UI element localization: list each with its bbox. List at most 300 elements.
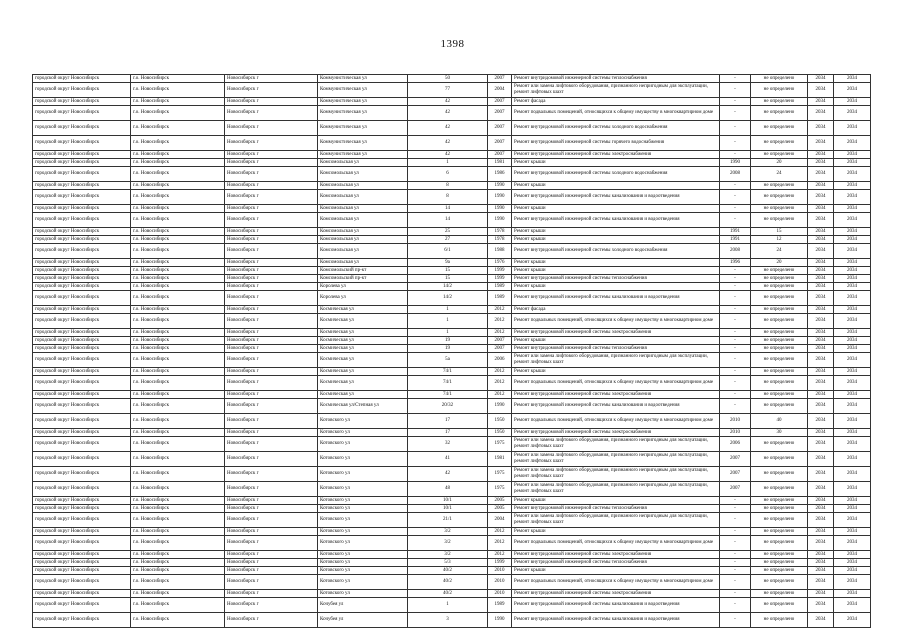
table-cell: г.о. Новосибирск: [131, 228, 225, 236]
table-cell: 2034: [808, 98, 834, 106]
table-cell: Котовского ул: [318, 528, 408, 536]
table-cell: Ремонт внутридомовой инженерной системы теплоснабжения: [512, 275, 720, 283]
table-cell: городской округ Новосибирск: [33, 314, 131, 329]
table-cell: городской округ Новосибирск: [33, 437, 131, 452]
table-cell: 6: [408, 167, 488, 182]
table-cell: 2034: [834, 590, 871, 598]
table-cell: 2034: [808, 159, 834, 167]
table-cell: г.о. Новосибирск: [131, 437, 225, 452]
table-cell: 40: [751, 414, 808, 429]
table-cell: 2034: [834, 291, 871, 306]
table-cell: 2007: [488, 345, 512, 353]
table-cell: Ремонт крыши: [512, 205, 720, 213]
table-cell: 2034: [808, 376, 834, 391]
table-cell: г.о. Новосибирск: [131, 376, 225, 391]
table-cell: Ремонт внутридомовой инженерной системы электроснабжения: [512, 151, 720, 159]
table-cell: 2034: [834, 567, 871, 575]
table-cell: Королева ул: [318, 291, 408, 306]
table-row: [33, 306, 871, 314]
table-cell: 2012: [488, 314, 512, 329]
table-row: [33, 337, 871, 345]
table-row: [33, 213, 871, 228]
table-cell: 2010: [720, 414, 751, 429]
table-row: [33, 559, 871, 567]
table-cell: 2034: [834, 236, 871, 244]
table-cell: не определено: [751, 106, 808, 121]
table-cell: 2034: [808, 259, 834, 267]
table-cell: г.о. Новосибирск: [131, 329, 225, 337]
table-cell: 2034: [808, 414, 834, 429]
table-cell: Космическая ул: [318, 306, 408, 314]
table-cell: Новосибирск г: [225, 536, 318, 551]
table-cell: Ремонт внутридомовой инженерной системы теплоснабжения: [512, 75, 720, 83]
table-cell: Новосибирск г: [225, 190, 318, 205]
table-cell: -: [720, 83, 751, 98]
table-cell: 17: [408, 414, 488, 429]
table-cell: 2005: [488, 497, 512, 505]
table-cell: 42: [408, 467, 488, 482]
table-cell: г.о. Новосибирск: [131, 467, 225, 482]
table-cell: не определено: [751, 136, 808, 151]
table-cell: 2007: [720, 482, 751, 497]
table-cell: 2012: [488, 528, 512, 536]
table-cell: Новосибирск г: [225, 353, 318, 368]
table-cell: г.о. Новосибирск: [131, 345, 225, 353]
table-cell: 15: [751, 228, 808, 236]
table-cell: не определено: [751, 567, 808, 575]
table-cell: -: [720, 399, 751, 414]
table-cell: 2034: [808, 236, 834, 244]
table-cell: Новосибирск г: [225, 414, 318, 429]
table-cell: -: [720, 267, 751, 275]
table-cell: Ремонт крыши: [512, 528, 720, 536]
table-cell: Ремонт внутридомовой инженерной системы теплоснабжения: [512, 345, 720, 353]
table-cell: г.о. Новосибирск: [131, 259, 225, 267]
table-cell: Котовского ул: [318, 467, 408, 482]
table-cell: -: [720, 283, 751, 291]
table-cell: Коммунистическая ул: [318, 136, 408, 151]
table-cell: 74/1: [408, 368, 488, 376]
table-cell: Котовского ул: [318, 551, 408, 559]
table-cell: 2034: [808, 590, 834, 598]
table-cell: городской округ Новосибирск: [33, 567, 131, 575]
table-cell: г.о. Новосибирск: [131, 482, 225, 497]
table-cell: г.о. Новосибирск: [131, 399, 225, 414]
table-row: [33, 182, 871, 190]
table-cell: не определено: [751, 353, 808, 368]
table-cell: Новосибирск г: [225, 136, 318, 151]
table-cell: г.о. Новосибирск: [131, 182, 225, 190]
table-cell: г.о. Новосибирск: [131, 121, 225, 136]
table-cell: 12: [751, 236, 808, 244]
table-cell: Новосибирск г: [225, 159, 318, 167]
table-cell: Комсомольская ул: [318, 167, 408, 182]
table-cell: 1991: [720, 236, 751, 244]
table-cell: Новосибирск г: [225, 275, 318, 283]
table-row: [33, 528, 871, 536]
table-cell: г.о. Новосибирск: [131, 244, 225, 259]
table-cell: 2034: [834, 598, 871, 613]
table-row: [33, 159, 871, 167]
table-cell: г.о. Новосибирск: [131, 353, 225, 368]
table-cell: городской округ Новосибирск: [33, 505, 131, 513]
table-cell: Новосибирск г: [225, 467, 318, 482]
table-cell: 2012: [488, 536, 512, 551]
table-cell: Кочубея ул: [318, 598, 408, 613]
table-cell: не определено: [751, 121, 808, 136]
table-cell: г.о. Новосибирск: [131, 452, 225, 467]
table-cell: не определено: [751, 345, 808, 353]
table-cell: 2007: [488, 337, 512, 345]
table-cell: г.о. Новосибирск: [131, 559, 225, 567]
table-cell: 2034: [834, 75, 871, 83]
table-row: [33, 497, 871, 505]
table-cell: г.о. Новосибирск: [131, 106, 225, 121]
table-cell: Новосибирск г: [225, 437, 318, 452]
table-cell: Ремонт внутридомовой инженерной системы канализования и водоотведения: [512, 190, 720, 205]
table-row: [33, 467, 871, 482]
table-cell: 2034: [808, 467, 834, 482]
table-cell: городской округ Новосибирск: [33, 575, 131, 590]
table-cell: не определено: [751, 536, 808, 551]
table-cell: городской округ Новосибирск: [33, 329, 131, 337]
table-cell: г.о. Новосибирск: [131, 306, 225, 314]
table-cell: -: [720, 205, 751, 213]
table-cell: г.о. Новосибирск: [131, 314, 225, 329]
table-cell: 1999: [488, 559, 512, 567]
table-cell: городской округ Новосибирск: [33, 121, 131, 136]
table-cell: 2034: [834, 259, 871, 267]
table-cell: 2007: [488, 121, 512, 136]
table-cell: Новосибирск г: [225, 98, 318, 106]
table-cell: 2034: [834, 528, 871, 536]
table-cell: 1981: [488, 452, 512, 467]
table-cell: городской округ Новосибирск: [33, 283, 131, 291]
table-cell: городской округ Новосибирск: [33, 482, 131, 497]
table-cell: городской округ Новосибирск: [33, 75, 131, 83]
table-row: [33, 590, 871, 598]
table-cell: не определено: [751, 75, 808, 83]
table-row: [33, 437, 871, 452]
table-cell: Новосибирск г: [225, 244, 318, 259]
table-cell: Котовского ул: [318, 513, 408, 528]
table-cell: 2034: [808, 244, 834, 259]
table-cell: городской округ Новосибирск: [33, 228, 131, 236]
table-cell: 2004: [488, 83, 512, 98]
table-cell: 2034: [834, 98, 871, 106]
table-row: [33, 291, 871, 306]
table-cell: 1: [408, 598, 488, 613]
table-cell: 2034: [834, 513, 871, 528]
table-cell: Новосибирск г: [225, 399, 318, 414]
table-cell: -: [720, 590, 751, 598]
table-cell: 40/2: [408, 590, 488, 598]
table-cell: -: [720, 213, 751, 228]
table-cell: 2034: [808, 329, 834, 337]
table-row: [33, 482, 871, 497]
table-cell: 2034: [808, 190, 834, 205]
table-cell: -: [720, 291, 751, 306]
table-cell: Коммунистическая ул: [318, 75, 408, 83]
table-row: [33, 259, 871, 267]
table-cell: -: [720, 306, 751, 314]
table-cell: городской округ Новосибирск: [33, 414, 131, 429]
table-cell: 2034: [834, 167, 871, 182]
table-cell: Новосибирск г: [225, 83, 318, 98]
table-cell: 2034: [834, 151, 871, 159]
table-cell: 5а: [408, 353, 488, 368]
table-row: [33, 267, 871, 275]
table-cell: 42: [408, 136, 488, 151]
table-cell: Ремонт или замена лифтового оборудования, признанного непригодным для эксплуатации, ремонт лифтовых шахт: [512, 437, 720, 452]
table-cell: 74/1: [408, 376, 488, 391]
table-cell: Котовского ул: [318, 452, 408, 467]
table-cell: Комсомольская ул: [318, 244, 408, 259]
table-row: [33, 244, 871, 259]
table-cell: не определено: [751, 505, 808, 513]
table-cell: г.о. Новосибирск: [131, 590, 225, 598]
table-cell: Ремонт крыши: [512, 497, 720, 505]
table-cell: Космическая ул: [318, 314, 408, 329]
table-cell: Новосибирск г: [225, 291, 318, 306]
table-cell: 42: [408, 151, 488, 159]
table-cell: Новосибирск г: [225, 452, 318, 467]
table-cell: -: [720, 567, 751, 575]
table-cell: 15: [408, 267, 488, 275]
table-cell: городской округ Новосибирск: [33, 536, 131, 551]
table-cell: Кочубея ул: [318, 613, 408, 628]
table-cell: 2034: [808, 505, 834, 513]
table-cell: городской округ Новосибирск: [33, 267, 131, 275]
table-cell: городской округ Новосибирск: [33, 275, 131, 283]
table-cell: Новосибирск г: [225, 228, 318, 236]
table-row: [33, 205, 871, 213]
table-row: [33, 106, 871, 121]
table-cell: Ремонт подвальных помещений, относящихся к общему имуществу в многоквартирном доме: [512, 376, 720, 391]
table-cell: Ремонт внутридомовой инженерной системы канализования и водоотведения: [512, 291, 720, 306]
table-cell: Новосибирск г: [225, 567, 318, 575]
table-cell: -: [720, 98, 751, 106]
table-cell: не определено: [751, 575, 808, 590]
table-cell: 2034: [808, 429, 834, 437]
table-cell: не определено: [751, 368, 808, 376]
table-cell: не определено: [751, 399, 808, 414]
table-cell: Новосибирск г: [225, 259, 318, 267]
table-cell: Котовского ул: [318, 536, 408, 551]
table-cell: 2034: [834, 306, 871, 314]
table-cell: Космическая ул: [318, 353, 408, 368]
table-cell: 74/1: [408, 391, 488, 399]
table-cell: городской округ Новосибирск: [33, 399, 131, 414]
table-cell: 2034: [808, 391, 834, 399]
table-cell: -: [720, 505, 751, 513]
table-cell: 2007: [488, 75, 512, 83]
table-cell: 2012: [488, 551, 512, 559]
table-cell: Новосибирск г: [225, 505, 318, 513]
table-cell: 1975: [488, 467, 512, 482]
table-cell: Новосибирск г: [225, 306, 318, 314]
table-cell: 48: [408, 482, 488, 497]
table-cell: не определено: [751, 376, 808, 391]
table-cell: г.о. Новосибирск: [131, 513, 225, 528]
table-cell: не определено: [751, 291, 808, 306]
table-cell: Коммунистическая ул: [318, 106, 408, 121]
table-cell: Ремонт внутридомовой инженерной системы теплоснабжения: [512, 559, 720, 567]
table-row: [33, 83, 871, 98]
table-cell: Новосибирск г: [225, 345, 318, 353]
table-cell: 2034: [834, 136, 871, 151]
table-cell: не определено: [751, 551, 808, 559]
table-cell: г.о. Новосибирск: [131, 167, 225, 182]
table-cell: Ремонт или замена лифтового оборудования, признанного непригодным для эксплуатации, ремонт лифтовых шахт: [512, 482, 720, 497]
table-cell: Ремонт внутридомовой инженерной системы теплоснабжения: [512, 505, 720, 513]
table-cell: не определено: [751, 482, 808, 497]
table-cell: Королева ул: [318, 283, 408, 291]
table-cell: 2034: [808, 136, 834, 151]
table-cell: 2034: [808, 306, 834, 314]
table-cell: г.о. Новосибирск: [131, 551, 225, 559]
table-cell: Новосибирск г: [225, 337, 318, 345]
table-cell: 9а: [408, 259, 488, 267]
table-cell: г.о. Новосибирск: [131, 236, 225, 244]
table-cell: Космическая ул: [318, 329, 408, 337]
table-cell: 2034: [808, 151, 834, 159]
table-cell: городской округ Новосибирск: [33, 353, 131, 368]
table-cell: 6/1: [408, 244, 488, 259]
table-cell: городской округ Новосибирск: [33, 513, 131, 528]
table-cell: 2034: [808, 106, 834, 121]
table-cell: не определено: [751, 598, 808, 613]
table-cell: г.о. Новосибирск: [131, 429, 225, 437]
table-cell: 2034: [834, 205, 871, 213]
table-cell: г.о. Новосибирск: [131, 291, 225, 306]
table-cell: Ремонт внутридомовой инженерной системы электроснабжения: [512, 391, 720, 399]
table-cell: -: [720, 528, 751, 536]
table-cell: Ремонт крыши: [512, 567, 720, 575]
table-cell: -: [720, 75, 751, 83]
table-row: [33, 190, 871, 205]
table-cell: 2034: [834, 353, 871, 368]
table-cell: не определено: [751, 267, 808, 275]
table-cell: Ремонт подвальных помещений, относящихся к общему имуществу в многоквартирном доме: [512, 536, 720, 551]
table-cell: 8: [408, 190, 488, 205]
table-cell: городской округ Новосибирск: [33, 551, 131, 559]
table-cell: не определено: [751, 513, 808, 528]
table-cell: 2034: [808, 75, 834, 83]
table-cell: 2034: [834, 559, 871, 567]
table-cell: Ремонт крыши: [512, 368, 720, 376]
table-cell: городской округ Новосибирск: [33, 429, 131, 437]
table-cell: 41: [408, 452, 488, 467]
table-cell: 2034: [808, 559, 834, 567]
table-cell: 2007: [720, 452, 751, 467]
table-cell: не определено: [751, 151, 808, 159]
table-cell: Новосибирск г: [225, 213, 318, 228]
table-row: [33, 121, 871, 136]
table-cell: 2034: [834, 399, 871, 414]
table-cell: не определено: [751, 275, 808, 283]
table-cell: городской округ Новосибирск: [33, 467, 131, 482]
table-cell: 1950: [488, 414, 512, 429]
table-cell: 3/2: [408, 536, 488, 551]
table-cell: городской округ Новосибирск: [33, 291, 131, 306]
table-cell: -: [720, 121, 751, 136]
table-cell: Котовского ул: [318, 575, 408, 590]
table-row: [33, 345, 871, 353]
table-cell: 2034: [808, 551, 834, 559]
table-cell: Коммунистическая ул: [318, 98, 408, 106]
table-cell: 24: [751, 167, 808, 182]
table-cell: городской округ Новосибирск: [33, 98, 131, 106]
table-cell: 2034: [834, 437, 871, 452]
table-row: [33, 136, 871, 151]
table-cell: 2007: [488, 151, 512, 159]
table-cell: Ремонт внутридомовой инженерной системы горячего водоснабжения: [512, 136, 720, 151]
table-cell: 2034: [834, 452, 871, 467]
table-cell: 2034: [808, 345, 834, 353]
table-row: [33, 236, 871, 244]
table-cell: городской округ Новосибирск: [33, 613, 131, 628]
table-cell: 1989: [488, 283, 512, 291]
table-cell: Ремонт или замена лифтового оборудования, признанного непригодным для эксплуатации, ремонт лифтовых шахт: [512, 353, 720, 368]
table-cell: Ремонт фасада: [512, 306, 720, 314]
table-cell: Комсомольская ул: [318, 182, 408, 190]
table-cell: Новосибирск г: [225, 368, 318, 376]
table-cell: 2034: [834, 213, 871, 228]
table-cell: городской округ Новосибирск: [33, 528, 131, 536]
table-cell: Ремонт или замена лифтового оборудования, признанного непригодным для эксплуатации, ремонт лифтовых шахт: [512, 513, 720, 528]
table-cell: 2006: [488, 353, 512, 368]
table-cell: Котовского ул: [318, 590, 408, 598]
table-cell: Новосибирск г: [225, 205, 318, 213]
table-cell: городской округ Новосибирск: [33, 213, 131, 228]
table-row: [33, 452, 871, 467]
table-cell: 2010: [488, 567, 512, 575]
table-row: [33, 513, 871, 528]
table-cell: 2034: [834, 275, 871, 283]
table-row: [33, 567, 871, 575]
table-cell: 1990: [488, 190, 512, 205]
table-cell: не определено: [751, 205, 808, 213]
table-row: [33, 275, 871, 283]
table-cell: 2007: [488, 136, 512, 151]
table-cell: не определено: [751, 306, 808, 314]
table-cell: 2034: [834, 482, 871, 497]
table-cell: 15: [408, 275, 488, 283]
table-cell: Ремонт крыши: [512, 236, 720, 244]
table-cell: Новосибирск г: [225, 167, 318, 182]
table-cell: 2007: [720, 467, 751, 482]
table-row: [33, 329, 871, 337]
table-row: [33, 613, 871, 628]
table-cell: 19: [408, 345, 488, 353]
table-cell: 3/2: [408, 528, 488, 536]
table-cell: Новосибирск г: [225, 236, 318, 244]
table-cell: г.о. Новосибирск: [131, 83, 225, 98]
table-cell: 2034: [808, 83, 834, 98]
table-row: [33, 429, 871, 437]
table-cell: городской округ Новосибирск: [33, 497, 131, 505]
table-cell: Новосибирск г: [225, 329, 318, 337]
table-cell: 2034: [808, 575, 834, 590]
table-cell: -: [720, 376, 751, 391]
table-cell: -: [720, 368, 751, 376]
table-cell: 2034: [834, 368, 871, 376]
table-cell: 27: [408, 236, 488, 244]
table-cell: 2010: [720, 429, 751, 437]
table-cell: 40/2: [408, 575, 488, 590]
table-cell: 14: [408, 213, 488, 228]
